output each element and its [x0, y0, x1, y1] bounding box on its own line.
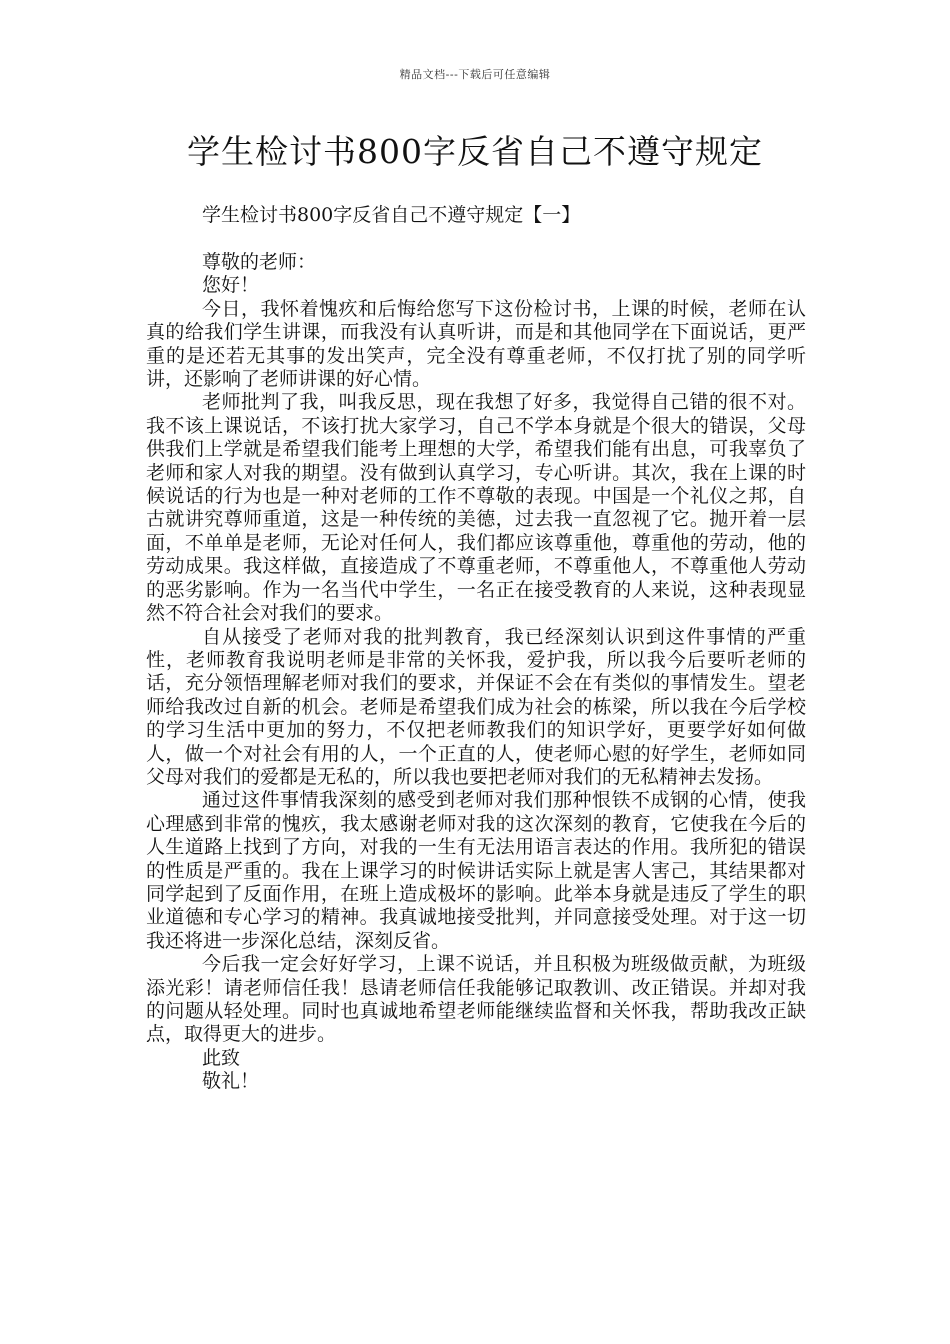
closing-line-2: 敬礼！ [202, 1070, 260, 1093]
closing-line-1: 此致 [202, 1046, 241, 1069]
paragraph-3: 自从接受了老师对我的批判教育，我已经深刻认识到这件事情的严重性，老师教育我说明老师是非常的关怀我，爱护我，所以我今后要听老师的话，充分领悟理解老师对我们的要求，并保证不会在有类似的事情发生。望老师给我改过自新的机会。老师是希望我们成为社会的栋梁，所以我在今后学校的学习生活中更加的努力，不仅把老师教我们的知识学好，更要学好如何做人，做一个对社会有用的人，一个正直的人，使老师心慰的好学生，老师如同父母对我们的爱都是无私的，所以我也要把老师对我们的无私精神去发扬。 [146, 625, 806, 788]
greeting: 您好！ [202, 274, 260, 297]
salutation: 尊敬的老师： [202, 251, 317, 273]
paragraph-2: 老师批判了我，叫我反思，现在我想了好多，我觉得自己错的很不对。我不该上课说话，不该打扰大家学习，自己不学本身就是个很大的错误，父母供我们上学就是希望我们能考上理想的大学，希望我们能有出息，可我辜负了老师和家人对我的期望。没有做到认真学习，专心听讲。其次，我在上课的时候说话的行为也是一种对老师的工作不尊敬的表现。中国是一个礼仪之邦，自古就讲究尊师重道，这是一种传统的美德，过去我一直忽视了它。抛开着一层面，不单单是老师，无论对任何人，我们都应该尊重他，尊重他的劳动，他的劳动成果。我这样做，直接造成了不尊重老师，不尊重他人，不尊重他人劳动的恶劣影响。作为一名当代中学生，一名正在接受教育的人来说，这种表现显然不符合社会对我们的要求。 [146, 391, 806, 625]
document-title: 学生检讨书800字反省自己不遵守规定 [187, 132, 763, 171]
paragraph-4: 通过这件事情我深刻的感受到老师对我们那种恨铁不成钢的心情，使我心理感到非常的愧疚，我太感谢老师对我的这次深刻的教育，它使我在今后的人生道路上找到了方向，对我的一生有无法用语言表达的作用。我所犯的错误的性质是严重的。我在上课学习的时候讲话实际上就是害人害己，其结果都对同学起到了反面作用，在班上造成极坏的影响。此举本身就是违反了学生的职业道德和专心学习的精神。我真诚地接受批判，并同意接受处理。对于这一切我还将进一步深化总结，深刻反省。 [146, 789, 806, 952]
section-subtitle: 学生检讨书800字反省自己不遵守规定【一】 [202, 204, 581, 226]
paragraph-5: 今后我一定会好好学习，上课不说话，并且积极为班级做贡献，为班级添光彩！请老师信任我！恳请老师信任我能够记取教训、改正错误。并却对我的问题从轻处理。同时也真诚地希望老师能继续监督和关怀我，帮助我改正缺点，取得更大的进步。 [146, 953, 806, 1046]
header-note: 精品文档---下载后可任意编辑 [399, 68, 551, 81]
letter-body [146, 251, 806, 1094]
paragraph-1: 今日，我怀着愧疚和后悔给您写下这份检讨书，上课的时候，老师在认真的给我们学生讲课，而我没有认真听讲，而是和其他同学在下面说话，更严重的是还若无其事的发出笑声，完全没有尊重老师，不仅打扰了别的同学听讲，还影响了老师讲课的好心情。 [146, 297, 806, 391]
